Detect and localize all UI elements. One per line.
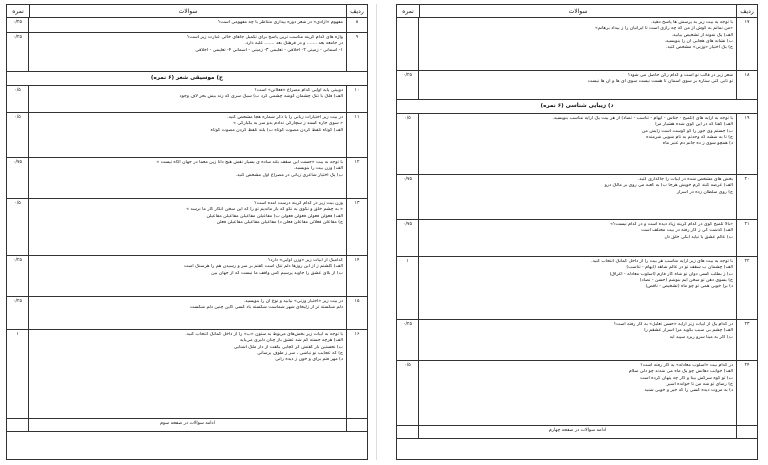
question-text [29, 199, 347, 255]
question-line: واژه های کدام گزینه مناسب ترین پاسخ برای تکمیل جاهای خالی عبارت زیر است؟ [186, 35, 343, 40]
question-line: تو تابی کنی ستاره بر سوی آسمان تا هست نیست سوی ای ها و آن ها نیست [587, 79, 733, 85]
question-row [397, 175, 757, 220]
question-line: وزن بیت زیر در کدام گزینه درست آمده است؟ [254, 201, 343, 206]
question-line: دوبیتی پایه آوایی کدام مصراع «فعلاتن» است؟ [254, 88, 343, 93]
page-footer [7, 419, 367, 432]
question-line: الف) گفتا که در این کوی شده هشیار مرا [655, 122, 733, 128]
question-line: د) همچو شوی ز ده جانم دم عنبر ماه [662, 141, 733, 147]
question-line: الف) گلشنم ز از این روزها دلم تنگ است گفتم بر سر و رسیدن هم را هرسنگ است [184, 264, 343, 270]
question-score: ۰/۷۵ [397, 220, 419, 256]
header-questions: سوالات [420, 5, 737, 17]
question-line: ب) عالم عشق با نیاید آبگی خلق دل [664, 234, 733, 240]
header-row: ردیف [740, 7, 754, 15]
question-line: مفهوم «آزادی» در شعر دوره بیداری متناظر با چه مفهومی است؟ [217, 20, 343, 25]
question-row [7, 158, 367, 199]
question-line: الف) وزن بیت را بنویسید. [293, 166, 343, 172]
question-row [7, 330, 367, 419]
question-row [7, 86, 367, 113]
question-number: ۲۳ [744, 322, 750, 327]
question-text [419, 18, 737, 70]
question-number: ۱۵ [354, 299, 360, 304]
question-line: در جامعه بعد ....... و در فرهنگ بعد ....... غلبه دارد. [244, 41, 343, 47]
question-line: ب) یک اختیار شاعری زبانی در مصراع اول مشخص کنید. [235, 172, 343, 178]
question-text [419, 71, 737, 99]
question-line: « سوی جاره کسند ز سچارگی ندادم بدو سر به یکبارگی » [233, 121, 343, 127]
question-number: ۱۷ [744, 20, 750, 25]
question-row [397, 71, 757, 100]
question-row [7, 199, 367, 256]
question-score: ۰/۵ [7, 199, 29, 255]
question-text [29, 113, 347, 157]
question-line: با توجه به آرایه های (تلمیح - جناس - ایهام - تناسب - تضاد) از هر بیت یک آرایه مناسب بنویسید. [552, 116, 733, 121]
question-number: ۸ [355, 20, 359, 25]
question-score: ۰/۷۵ [7, 158, 29, 198]
question-number: ۱۳ [354, 201, 360, 206]
table-header [7, 5, 367, 18]
question-row [7, 18, 367, 33]
footer-row-cell [737, 426, 757, 438]
header-row: ردیف [350, 7, 364, 15]
page-footer [397, 426, 757, 439]
question-number: ۱۶ [354, 332, 360, 337]
question-text [29, 158, 347, 198]
question-text [29, 297, 347, 329]
question-line: الف) کوتاه تلفظ کردن مصوت کوتاه ب) بلند تلفظ کردن مصوت کوتاه [210, 127, 343, 133]
question-line: الف) عرضه کنند کرم خویش هرجا ب) به کعبه می روی بر مالک درو [604, 183, 733, 189]
question-score: ۰/۷۵ [397, 175, 419, 219]
question-line: ب) ز بطلب کسی دوان تو شاه کار فارم (اسلوب معادله - اغراق) [609, 271, 733, 277]
question-line: الف) یک نمونه از تشخیص بیابید. [671, 32, 733, 38]
question-number: ۱۴ [354, 258, 360, 263]
header-score: نمره [7, 5, 30, 17]
question-line: ۱- آسمانی - زمینی ۲- اخلاقی - تعلیمی ۳- زمینی - آسمانی ۴- تعلیمی - اخلاقی [195, 47, 343, 53]
footer-score-cell [397, 426, 419, 438]
question-line: ب) از بلای عشق را جاوید پرسیم کس واقف ما نیست که از جهان بین [211, 270, 343, 276]
question-row [397, 361, 757, 426]
question-row [397, 220, 757, 257]
question-line: الف) جوانب دهانش چو یک ماه می شدند چو دلی سلام [628, 369, 733, 375]
question-score: ۱ [7, 330, 29, 418]
table-header [397, 5, 757, 18]
footer-score-cell [7, 419, 29, 431]
question-text [29, 86, 347, 112]
question-line: در کدام یک از ابیات زیر آرایه «حسن تعلیل» به کار رفته است؟ [613, 322, 733, 327]
question-line: ب) اگر به مینا سرو ریزد سپید آید [669, 334, 733, 340]
question-line: د) به مروت دیده کسی را که خیر و خوبی شنید [644, 388, 733, 394]
question-line: د) مهر فتم برای و خون ز دیده رانی [275, 357, 343, 363]
question-text [29, 33, 347, 71]
question-row [7, 297, 367, 330]
question-line: الف) چشم بی سبب بگوید مرا اسرار عشقم را [644, 328, 733, 334]
question-number: ۲۰ [744, 177, 750, 182]
question-number: ۲۴ [744, 363, 750, 368]
question-line: ج) یک اختیار «وزنی» مشخص کنید. [665, 45, 733, 51]
question-text [419, 361, 737, 425]
question-text [29, 256, 347, 296]
question-row [7, 33, 367, 72]
question-number: ۲۲ [744, 259, 750, 264]
question-line: «بالا تلمیح کوی در کدام گزینه زیاد دیده است و در کدام نیست؟» [610, 222, 733, 227]
section-heading [7, 72, 367, 86]
question-line: ب) تو کوه سرکش بینا و کار چه پنهان کرده است [640, 375, 733, 381]
question-number: ۱۱ [354, 115, 360, 120]
question-text [419, 175, 737, 219]
right-exam-page [396, 4, 758, 460]
question-score: ۰/۲۵ [7, 18, 29, 32]
question-line: « به چشم خلق و نکوی به نکو که باز ماندیم تو را که این سخن انکار کار ما نرسد » [186, 207, 343, 213]
footer-row-cell [347, 419, 367, 431]
question-row [397, 18, 757, 71]
question-line: الف) چشمان ب سقف تو در عالم شاهد (ایهام - تناسب) [626, 265, 733, 271]
question-line: در بیت زیر «اختیار وزنی» بیابید و نوع آن را بنویسید. [243, 299, 343, 304]
question-number: ۱۲ [354, 160, 360, 165]
question-row [7, 256, 367, 297]
question-line: الف) فلک با تنگ چشمان کوشه چشمی کرد ب) سبک سری که زند بیش بحر لاف وجود [179, 94, 343, 100]
question-score: ۰/۵ [397, 114, 419, 174]
question-number: ۱۰ [354, 88, 360, 93]
question-text [419, 114, 737, 174]
question-line: دلم شکسته تر از زلیخای شهر شماست شکسته باد کسی کاین چنین دلم شکست [190, 305, 343, 311]
question-score: ۰/۲۵ [7, 297, 29, 329]
question-score: ۰/۵ [7, 113, 29, 157]
question-text [419, 320, 737, 360]
question-line: ج) بسوی دهن تو سخن ایم بنوشم (حسن - تضاد) [639, 277, 733, 283]
question-row [397, 114, 757, 175]
question-line: د) برا خوبی همی تو چو ماه (تشخیص - ناقص) [645, 284, 733, 290]
question-text [29, 18, 347, 32]
question-score: ۰/۵ [7, 86, 29, 112]
question-line: کدامیک از ابیات زیر «وزن آوایی» دارد؟ [267, 258, 343, 263]
header-score: نمره [397, 5, 420, 17]
question-row [7, 113, 367, 158]
question-number: ۹ [355, 35, 359, 40]
question-row [397, 257, 757, 320]
question-number: ۲۱ [744, 222, 750, 227]
question-text [29, 330, 347, 418]
question-line: الف) فعولن فعولن فعولن فعولن ب) مفاعیلن مفاعیلن مفاعیلن مفاعیلن [206, 213, 343, 219]
question-line: ج) مفاعلن فعلاتن مفاعلن فعلن د) مفاعیلن مفاعیلن مفاعیلن فعلن [216, 219, 343, 225]
question-line: ج) که عجایب نو نباشی ، سر ز طوف برسانی [257, 350, 343, 356]
section-title: ج) موسیقی شعر (۶ نمره) [150, 75, 224, 81]
question-line: ب) نخستین بار گفتش کز کجایی بگفت از دار ملک آشنایی [233, 344, 343, 350]
question-number: ۱۸ [744, 73, 750, 78]
question-line: بخش های مشخص شده در ابیات را جاگذاری کنید. [637, 177, 733, 182]
question-line: با توجه به بیت های زیر آرایه مناسب هر بیت را از داخل کمانک انتخاب کنید. [591, 259, 733, 264]
question-line: در کدام بیت «اسلوب معادله» به کار رفته است؟ [640, 363, 733, 368]
question-line: شعر زیر در قالب نو است و کدام رکن حاصل می شود؟ [627, 73, 733, 78]
question-score: ۰/۲۵ [397, 320, 419, 360]
section-title: د) زیبایی شناسی (۶ نمره) [540, 103, 614, 109]
footer-text: ادامه سوالات در صفحه سوم [29, 419, 347, 431]
question-line: ب) نشانه های هجایی آن را بنویسید. [664, 38, 733, 44]
question-line: با توجه به بیت زیر به پرسش ها پاسخ دهید. [650, 20, 733, 25]
left-question-list [7, 18, 367, 432]
question-text [419, 220, 737, 256]
page-divider [376, 4, 377, 460]
header-questions: سوالات [30, 5, 347, 17]
section-heading [397, 100, 757, 114]
question-score: ۰/۲۵ [7, 256, 29, 296]
question-line: ج) تا به ششه که وحدتم به نام شویی شرمنده [646, 134, 733, 140]
question-line: ب) جستم وی جور را کو کوست است زایش من [641, 128, 733, 134]
question-line: ج) روی سلطان زده در اسرار [676, 189, 733, 195]
question-line: الف) گذشت کی ز کار رفته در بیت مختلف است [641, 228, 733, 234]
question-row [397, 320, 757, 361]
question-score: ۱ [397, 257, 419, 319]
footer-text: ادامه سوالات در صفحه چهارم [419, 426, 737, 438]
question-line: با توجه به ابیات زیر بخش‌های مربوط به ستون «ب» را از داخل کمانک انتخاب کنید. [185, 332, 343, 337]
question-score: ۰/۲۵ [7, 33, 29, 71]
question-score: ۰/۲۵ [397, 71, 419, 99]
left-exam-page [6, 4, 368, 460]
question-line: ج) رضای تو شه من نا خوانده اسیر [666, 381, 733, 387]
question-score [397, 18, 419, 70]
question-line: در بیت زیر اختیارات زبانی را با ذکر شماره هجا مشخص کنید. [227, 115, 343, 120]
question-line: «من نمانم به گوش از من که چه رازی است تا ایرانیان را ز بیداد برهانم» [595, 26, 733, 32]
question-line: با توجه به بیت «جست این سقف بلند ساده ی بسیار نقش هیچ دانا زین معما در جهان آگاه نیست » [156, 160, 343, 165]
question-score: ۰/۵ [397, 361, 419, 425]
question-line: الف) هرچه جسته گم شد عشق باز چنان دلبری می‌باید [239, 338, 343, 344]
right-question-list [397, 18, 757, 439]
question-number: ۱۹ [744, 116, 750, 121]
question-text [419, 257, 737, 319]
